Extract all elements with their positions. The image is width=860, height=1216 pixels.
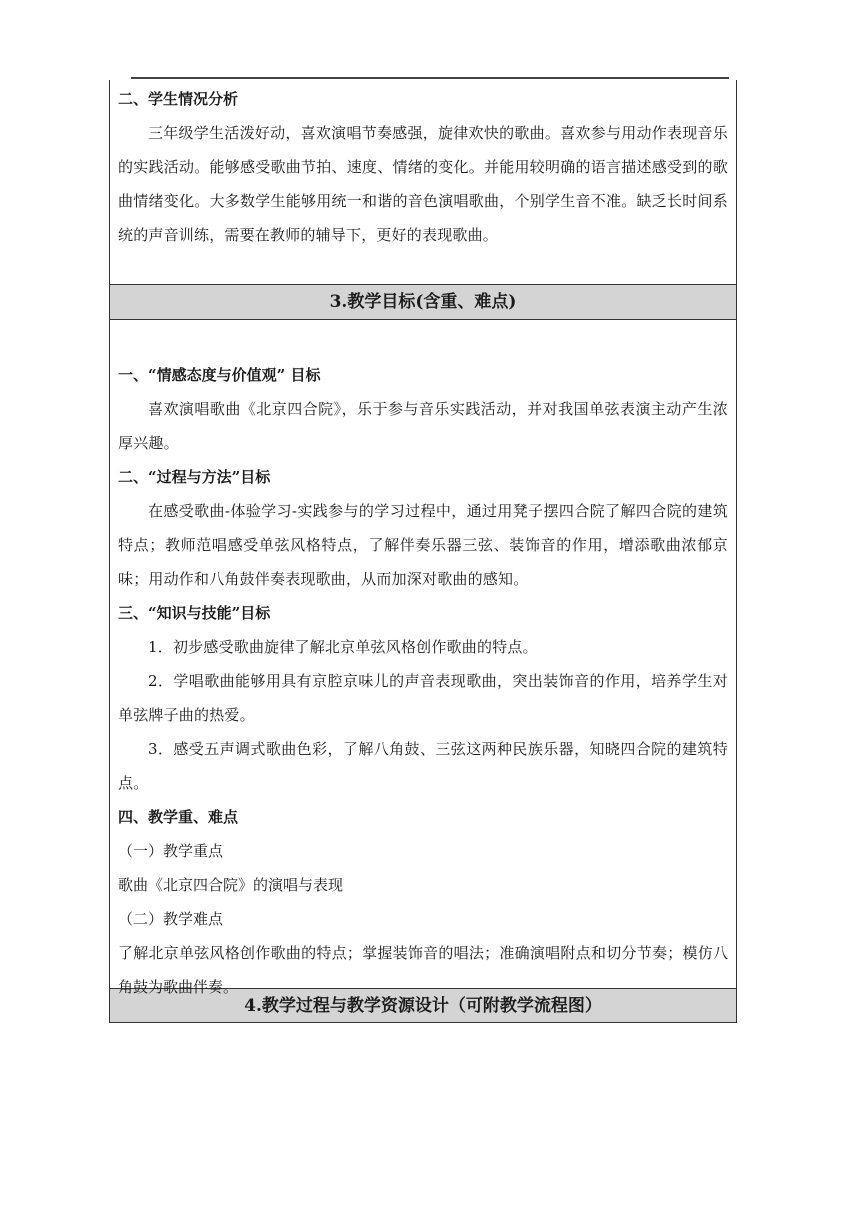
top-rule: [131, 77, 729, 79]
teaching-goals-header: 3.教学目标(含重、难点): [110, 284, 736, 320]
student-analysis-body: 三年级学生活泼好动，喜欢演唱节奏感强，旋律欢快的歌曲。喜欢参与用动作表现音乐的实践活动。能够感受歌曲节拍、速度、情绪的变化。并能用较明确的语言描述感受到的歌曲情绪变化。大多数学生能够用统一和谐的音色演唱歌曲，个别学生音不准。缺乏长时间系统的声音训练，需要在教师的辅导下，更好的表现歌曲。: [118, 124, 728, 244]
emotion-goal-heading: 一、“情感态度与价值观” 目标: [118, 366, 321, 384]
student-analysis-heading: 二、学生情况分析: [118, 90, 239, 108]
teaching-focus-label: （一）教学重点: [118, 842, 224, 860]
student-analysis-cell: [110, 80, 736, 284]
teaching-process-header: 4.教学过程与教学资源设计（可附教学流程图）: [110, 988, 736, 1022]
knowledge-goal-item-1: 1．初步感受歌曲旋律了解北京单弦风格创作歌曲的特点。: [148, 638, 538, 656]
key-points-heading: 四、教学重、难点: [118, 808, 239, 826]
teaching-goals-cell: [110, 320, 736, 996]
knowledge-goal-item-3: 3．感受五声调式歌曲色彩，了解八角鼓、三弦这两种民族乐器，知晓四合院的建筑特点。: [118, 740, 728, 792]
lesson-plan-table: [109, 80, 737, 1023]
process-goal-heading: 二、“过程与方法”目标: [118, 468, 271, 486]
knowledge-goal-item-2: 2．学唱歌曲能够用具有京腔京味儿的声音表现歌曲，突出装饰音的作用，培养学生对单弦牌子曲的热爱。: [118, 672, 728, 724]
knowledge-goal-heading: 三、“知识与技能”目标: [118, 604, 271, 622]
teaching-difficulty-label: （二）教学难点: [118, 910, 224, 928]
emotion-goal-body: 喜欢演唱歌曲《北京四合院》，乐于参与音乐实践活动，并对我国单弦表演主动产生浓厚兴趣。: [118, 400, 728, 452]
teaching-focus-body: 歌曲《北京四合院》的演唱与表现: [118, 876, 344, 894]
process-goal-body: 在感受歌曲-体验学习-实践参与的学习过程中，通过用凳子摆四合院了解四合院的建筑特点；教师范唱感受单弦风格特点，了解伴奏乐器三弦、装饰音的作用，增添歌曲浓郁京味；用动作和八角鼓伴奏表现歌曲，从而加深对歌曲的感知。: [118, 502, 728, 588]
teaching-difficulty-body: 了解北京单弦风格创作歌曲的特点；掌握装饰音的唱法；准确演唱附点和切分节奏；模仿八角鼓为歌曲伴奏。: [118, 944, 728, 996]
